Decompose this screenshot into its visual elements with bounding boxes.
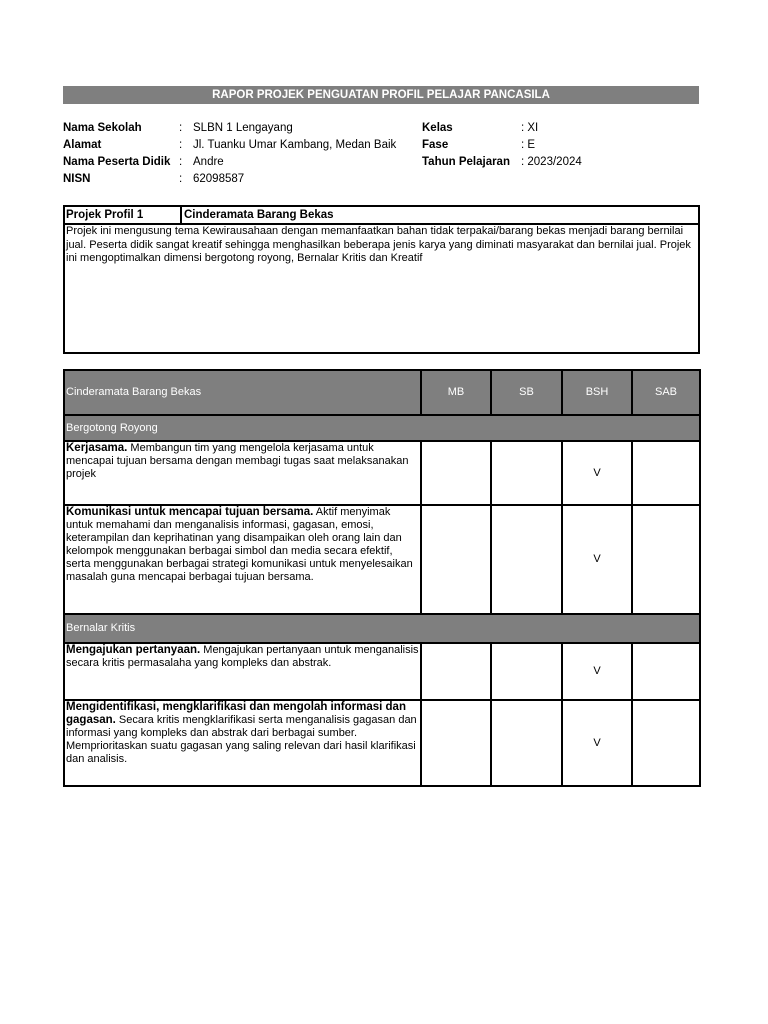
info-separator: : (179, 122, 183, 134)
info-row-class (422, 120, 582, 137)
info-label: Kelas (422, 122, 453, 134)
info-value: Jl. Tuanku Umar Kambang, Medan Baik (193, 139, 397, 151)
criterion-title: Kerjasama. (66, 442, 128, 454)
info-value: Andre (193, 156, 224, 168)
header-mb: MB (421, 370, 491, 415)
criterion-row (64, 505, 700, 614)
info-label: Nama Peserta Didik (63, 156, 171, 168)
info-label: NISN (63, 173, 91, 185)
info-value: SLBN 1 Lengayang (193, 122, 293, 134)
mark-sab (632, 700, 700, 786)
info-value: : E (521, 139, 536, 151)
section-title: Bergotong Royong (64, 415, 700, 441)
info-separator: : (179, 139, 183, 151)
info-row-address (63, 137, 396, 154)
project-description: Projek ini mengusung tema Kewirausahaan dengan memanfaatkan bahan tidak terpakai/barang bekas menjadi barang bernilai jual. Peserta didik sangat kreatif sehingga menghasilkan beberapa jenis karya yang diminati masyarakat dan bernilai jual. Projek ini mengoptimalkan dimensi bergotong royong, Bernalar Kritis dan Kreatif (66, 225, 691, 264)
mark-bsh: V (562, 643, 632, 700)
header-sb: SB (491, 370, 562, 415)
mark-sb (491, 441, 562, 505)
criterion-text (64, 643, 421, 700)
info-value: 62098587 (193, 173, 245, 185)
header-project-title: Cinderamata Barang Bekas (64, 370, 421, 415)
criterion-description: Mengajukan pertanyaan untuk menganalisis secara kritis permasalaha yang kompleks dan abstrak. (66, 644, 419, 669)
info-row-student-name (63, 154, 396, 171)
mark-sb (491, 700, 562, 786)
info-label: Alamat (63, 139, 102, 151)
assessment-header-row (64, 370, 700, 415)
report-title: RAPOR PROJEK PENGUATAN PROFIL PELAJAR PANCASILA (63, 86, 699, 104)
info-row-academic-year (422, 154, 582, 171)
section-title: Bernalar Kritis (64, 614, 700, 643)
info-row-school (63, 120, 396, 137)
mark-mb (421, 643, 491, 700)
info-value: : 2023/2024 (521, 156, 582, 168)
mark-bsh: V (562, 441, 632, 505)
mark-sb (491, 643, 562, 700)
criterion-description: Membangun tim yang mengelola kerjasama untuk mencapai tujuan bersama dengan membagi tugas saat melaksanakan projek (66, 442, 409, 480)
header-sab: SAB (632, 370, 700, 415)
info-separator: : (179, 156, 183, 168)
info-value: : XI (521, 122, 539, 134)
criterion-row (64, 700, 700, 786)
project-box (63, 205, 700, 354)
mark-mb (421, 700, 491, 786)
student-info-right (422, 120, 582, 171)
mark-mb (421, 441, 491, 505)
header-bsh: BSH (562, 370, 632, 415)
info-label: Tahun Pelajaran (422, 156, 510, 168)
criterion-text (64, 700, 421, 786)
project-label: Projek Profil 1 (65, 207, 182, 223)
mark-sab (632, 643, 700, 700)
info-row-phase (422, 137, 582, 154)
project-header (65, 207, 698, 225)
student-info-left (63, 120, 396, 188)
criterion-text (64, 441, 421, 505)
info-label: Nama Sekolah (63, 122, 142, 134)
criterion-text (64, 505, 421, 614)
criterion-row (64, 441, 700, 505)
info-separator: : (179, 173, 183, 185)
criterion-title: Mengidentifikasi, mengklarifikasi dan mengolah informasi dan gagasan. (66, 701, 406, 726)
mark-mb (421, 505, 491, 614)
criterion-title: Mengajukan pertanyaan. (66, 644, 201, 656)
criterion-description: Aktif menyimak untuk memahami dan menganalisis informasi, gagasan, emosi, keterampilan dan keprihatinan yang disampaikan oleh orang lain dan kelompok menggunakan berbagai simbol dan media secara efektif, serta menggunakan berbagai strategi komunikasi untuk menyelesaikan masalah guna mencapai berbagai tujuan bersama. (66, 506, 413, 583)
info-row-nisn (63, 171, 396, 188)
criterion-title: Komunikasi untuk mencapai tujuan bersama. (66, 506, 314, 518)
mark-sab (632, 505, 700, 614)
mark-sb (491, 505, 562, 614)
section-row-bernalar-kritis (64, 614, 700, 643)
assessment-table (63, 369, 701, 787)
info-label: Fase (422, 139, 449, 151)
criterion-row (64, 643, 700, 700)
mark-sab (632, 441, 700, 505)
mark-bsh: V (562, 700, 632, 786)
mark-bsh: V (562, 505, 632, 614)
section-row-bergotong-royong (64, 415, 700, 441)
project-name: Cinderamata Barang Bekas (184, 209, 334, 221)
criterion-description: Secara kritis mengklarifikasi serta menganalisis gagasan dan informasi yang kompleks dan abstrak dari berbagai sumber. Memprioritaskan suatu gagasan yang saling relevan dari hasil klarifikasi dan analisis. (66, 714, 417, 765)
